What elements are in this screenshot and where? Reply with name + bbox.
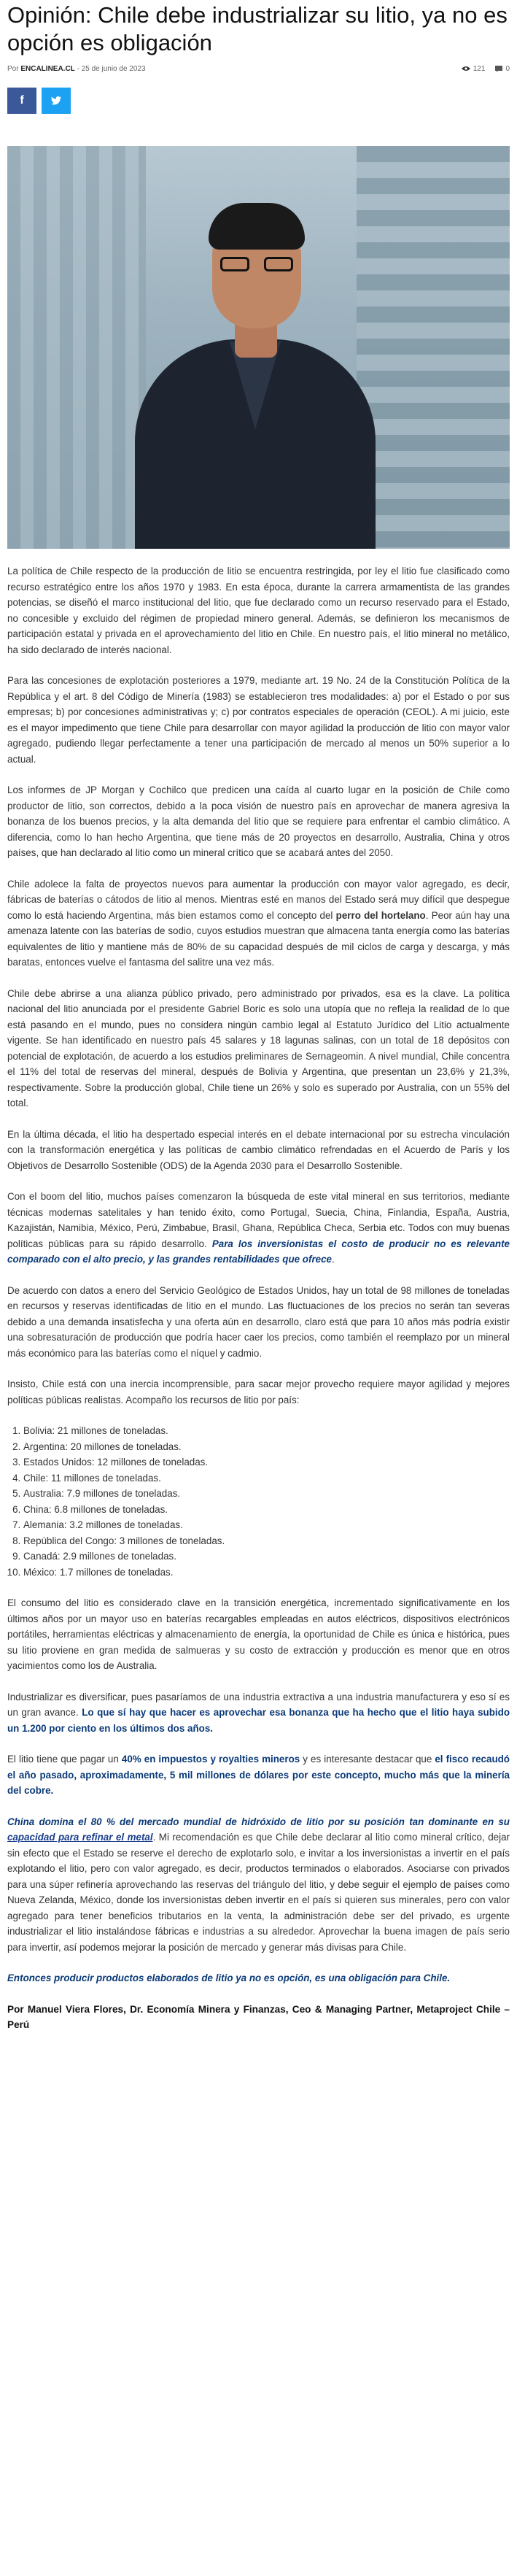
list-item: 2. Argentina: 20 millones de toneladas. bbox=[23, 1439, 510, 1455]
paragraph: Para las concesiones de explotación posteriores a 1979, mediante art. 19 No. 24 de la Constitución Política de la República y el art. 8 del Código de Minería (1983) se establecieron tres modalidades: a) por el Estado o por sus empresas; b) por concesiones administrativas y; c) por contratos especiales de operación (CEOL). A mi juicio, este es el mayor impedimento que tiene Chile para desarrollar con mayor agilidad la producción de litio con mayor valor agregado, pudiendo llegar perfectamente a tener una participación de mercado al menos un 50% superior a lo actual. bbox=[7, 675, 510, 765]
emphasis-phrase: China domina el 80 % del mercado mundial de hidróxido de litio por su posición tan dominante en su bbox=[7, 1816, 510, 1827]
twitter-icon bbox=[51, 96, 61, 105]
bold-phrase: 40% en impuestos y royalties mineros bbox=[121, 1754, 300, 1765]
by-prefix: Por bbox=[7, 64, 19, 73]
paragraph: Chile adolece la falta de proyectos nuevos para aumentar la producción con mayor valor agregado, es decir, fábricas de baterías o cátodos de litio al menos. Mientras esté en manos del Estado será muy difícil que despegue como lo está haciendo Argentina, más bien estamos como el concepto del perro del hortelano. Peor aún hay una amenaza latente con las baterías de sodio, cuyos estudios muestran que almacena tanta energía como las baterías equivalentes de litio y mantiene más de 80% de su capacidad después de mil ciclos de carga y descarga, y más baratas, entonces vuelve el fantasma del salitre una vez más. bbox=[7, 878, 510, 968]
bold-phrase: el fisco recaudó el año pasado, aproximadamente, 5 mil millones de dólares por este concepto, mucho más que la minería del cobre. bbox=[7, 1754, 510, 1796]
article-body bbox=[7, 563, 510, 2033]
paragraph: Industrializar es diversificar, pues pasaríamos de una industria extractiva a una industria manufacturera y eso sí es un gran avance. Lo que sí hay que hacer es aprovechar esa bonanza que ha hecho que el litio haya subido un 1.200 por ciento en los últimos dos años. bbox=[7, 1691, 510, 1734]
paragraph: La política de Chile respecto de la producción de litio se encuentra restringida, por ley el litio fue clasificado como recurso estratégico entre los años 1970 y 1983. En esta época, durante la carrera armamentista de las grandes potencias, se diseñó el marco institucional del litio, que fue declarado como un recurso reservado para el Estado, no concesible y excluido del régimen de propiedad minero general. Además, se definieron los mecanismos de participación estatal y privada en el aprovechamiento del litio en Chile. En nuestro país, el litio mineral no metálico, ha sido declarado de interés nacional. bbox=[7, 566, 510, 655]
comments-counter[interactable] bbox=[495, 65, 510, 73]
list-item: 9. Canadá: 2.9 millones de toneladas. bbox=[23, 1549, 510, 1565]
country-resources-list bbox=[7, 1423, 510, 1580]
emphasis-phrase: Para los inversionistas el costo de producir no es relevante comparado con el alto precio, y las grandes rentabilidades que ofrece bbox=[7, 1238, 510, 1265]
author-link[interactable]: ENCALINEA.CL bbox=[20, 64, 75, 73]
paragraph: Los informes de JP Morgan y Cochilco que predicen una caída al cuarto lugar en la posición de Chile como productor de litio, son correctos, debido a la poca visión de nuestro país en aprovechar de manera agresiva la bonanza de los buenos precios, y la alta demanda del litio que se requiere para enfrentar el cambio climático. A diferencia, como lo han hecho Argentina, que tiene más de 20 proyectos en desarrollo, Australia, China y otros países, que han declarado al litio como un mineral crítico que se acabará antes del 2050. bbox=[7, 784, 510, 858]
refine-metal-link[interactable]: capacidad para refinar el metal bbox=[7, 1832, 153, 1843]
hero-image bbox=[7, 146, 510, 549]
bold-phrase: perro del hortelano bbox=[335, 909, 426, 921]
list-item: 6. China: 6.8 millones de toneladas. bbox=[23, 1502, 510, 1518]
paragraph: China domina el 80 % del mercado mundial de hidróxido de litio por su posición tan dominante en su capacidad para refinar el metal. Mi recomendación es que Chile debe declarar al litio como mineral crítico, dejar sin efecto que el Estado se reserve el derecho de explotarlo solo, e invitar a los inversionistas a invertir en el país explotando el litio, pero con valor agregado, es decir, productos terminados o elaborados. Asociarse con privados para una súper refinería aprovechando las reservas del triángulo del litio, y debe seguir el ejemplo de países como Nueva Zelanda, México, donde los inversionistas deben invertir en el país si quieren sus minerales, pero con valor agregado para tener beneficios tributarios en la venta, la administración debe ser del privado, es urgente industrializar el litio instalándose fábricas e industrias a su alrededor. Aprovechar la buena imagen de país serio para invertir, así podemos mejorar la posición de mercado y generar más divisas para Chile. bbox=[7, 1816, 510, 1953]
paragraph: Chile debe abrirse a una alianza público privado, pero administrado por privados, esa es la clave. La política nacional del litio anunciada por el presidente Gabriel Boric es solo una utopía que no refleja la realidad de lo que está pasando en el mundo, pues no considera ningún cambio legal al Estatuto Jurídico del Litio actualmente vigente. Se han identificado en nuestro país 45 salares y 18 lagunas salinas, con un total de 18 depósitos con potencial de explotación, de acuerdo a los estudios preliminares de Sernageomin. A nivel mundial, Chile concentra el 11% del total de reservas del mineral, después de Bolivia y Argentina, que presentan un 23,6% y 21,3%, respectivamente. Sobre la producción global, Chile tiene un 26% y solo es superado por Australia, con un 55% del total. bbox=[7, 987, 510, 1108]
article-meta bbox=[7, 63, 510, 74]
separator: - bbox=[77, 64, 82, 73]
conclusion-phrase: Entonces producir productos elaborados de litio ya no es opción, es una obligación para Chile. bbox=[7, 1973, 451, 1983]
list-item: 5. Australia: 7.9 millones de toneladas. bbox=[23, 1486, 510, 1502]
paragraph bbox=[7, 1970, 510, 1986]
paragraph: Con el boom del litio, muchos países comenzaron la búsqueda de este vital mineral en sus territorios, mediante técnicas modernas satelitales y han tenido éxito, como Portugal, Suecia, China, Finlandia, España, Austria, Kazajistán, Namibia, México, Perú, Zimbabue, Brasil, Ghana, República Checa, Serbia etc. Todos con muy buenas políticas públicas para su rápido desarrollo. Para los inversionistas el costo de producir no es relevante comparado con el alto precio, y las grandes rentabilidades que ofrece. bbox=[7, 1191, 510, 1265]
background-building-right bbox=[357, 146, 510, 549]
paragraph: En la última década, el litio ha despertado especial interés en el debate internacional por su estrecha vinculación con la transformación energética y las políticas de cambio climático refrendadas en el Acuerdo de París y los Objetivos de Desarrollo Sostenible (ODS) de la Agenda 2030 para el Desarrollo Sostenible. bbox=[7, 1128, 510, 1171]
article-stats bbox=[462, 65, 510, 73]
comments-count: 0 bbox=[505, 64, 510, 73]
facebook-icon: f bbox=[20, 94, 24, 107]
list-item: 1. Bolivia: 21 millones de toneladas. bbox=[23, 1423, 510, 1439]
article-title: Opinión: Chile debe industrializar su litio, ya no es opción es obligación bbox=[7, 2, 508, 55]
list-item: 3. Estados Unidos: 12 millones de toneladas. bbox=[23, 1454, 510, 1470]
byline bbox=[7, 65, 146, 73]
bold-phrase: Lo que sí hay que hacer es aprovechar esa bonanza que ha hecho que el litio haya subido un 1.200 por ciento en los últimos dos años. bbox=[7, 1707, 510, 1734]
list-item: 4. Chile: 11 millones de toneladas. bbox=[23, 1470, 510, 1486]
list-item: 7. Alemania: 3.2 millones de toneladas. bbox=[23, 1517, 510, 1533]
list-item: 8. República del Congo: 3 millones de toneladas. bbox=[23, 1533, 510, 1549]
paragraph: El consumo del litio es considerado clave en la transición energética, incrementado significativamente en los últimos años por un mayor uso en baterías recargables empleadas en autos eléctricos, dispositivos electrónicos portátiles, herramientas eléctricas y almacenamiento de energía, la oportunidad de Chile es única e histórica, pues su litio proviene en gran medida de salmueras y su costo de extracción y producción es menor que en otros yacimientos como los de Australia. bbox=[7, 1597, 510, 1671]
author-signature: Por Manuel Viera Flores, Dr. Economía Minera y Finanzas, Ceo & Managing Partner, Metaproject Chile – Perú bbox=[7, 2003, 510, 2030]
paragraph: De acuerdo con datos a enero del Servicio Geológico de Estados Unidos, hay un total de 98 millones de toneladas en recursos y reservas identificadas de litio en el mundo. Las fluctuaciones de los precios no serán tan severas debido a una demanda insatisfecha y una oferta aún en desarrollo, claro está que para 10 años más podría existir una sobresaturación de producción que podría hacer caer los precios, como también el reemplazo por un mineral más económico para las baterías como el níquel y cadmio. bbox=[7, 1284, 510, 1359]
comment-icon bbox=[495, 66, 502, 72]
share-buttons bbox=[7, 88, 510, 114]
views-count: 121 bbox=[473, 64, 486, 73]
publish-date: 25 de junio de 2023 bbox=[81, 64, 146, 73]
views-counter bbox=[462, 65, 486, 73]
portrait-hair bbox=[209, 203, 305, 250]
facebook-share-button[interactable] bbox=[7, 88, 36, 114]
list-item: 10. México: 1.7 millones de toneladas. bbox=[23, 1565, 510, 1581]
paragraph: El litio tiene que pagar un 40% en impuestos y royalties mineros y es interesante destacar que el fisco recaudó el año pasado, aproximadamente, 5 mil millones de dólares por este concepto, mucho más que la minería del cobre. bbox=[7, 1754, 510, 1796]
eye-icon bbox=[462, 66, 470, 72]
background-building-left bbox=[7, 146, 146, 549]
paragraph: Insisto, Chile está con una inercia incomprensible, para sacar mejor provecho requiere mayor agilidad y mejores políticas públicas realistas. Acompaño los recursos de litio por país: bbox=[7, 1378, 510, 1405]
portrait-glasses bbox=[220, 257, 293, 273]
twitter-share-button[interactable] bbox=[42, 88, 71, 114]
